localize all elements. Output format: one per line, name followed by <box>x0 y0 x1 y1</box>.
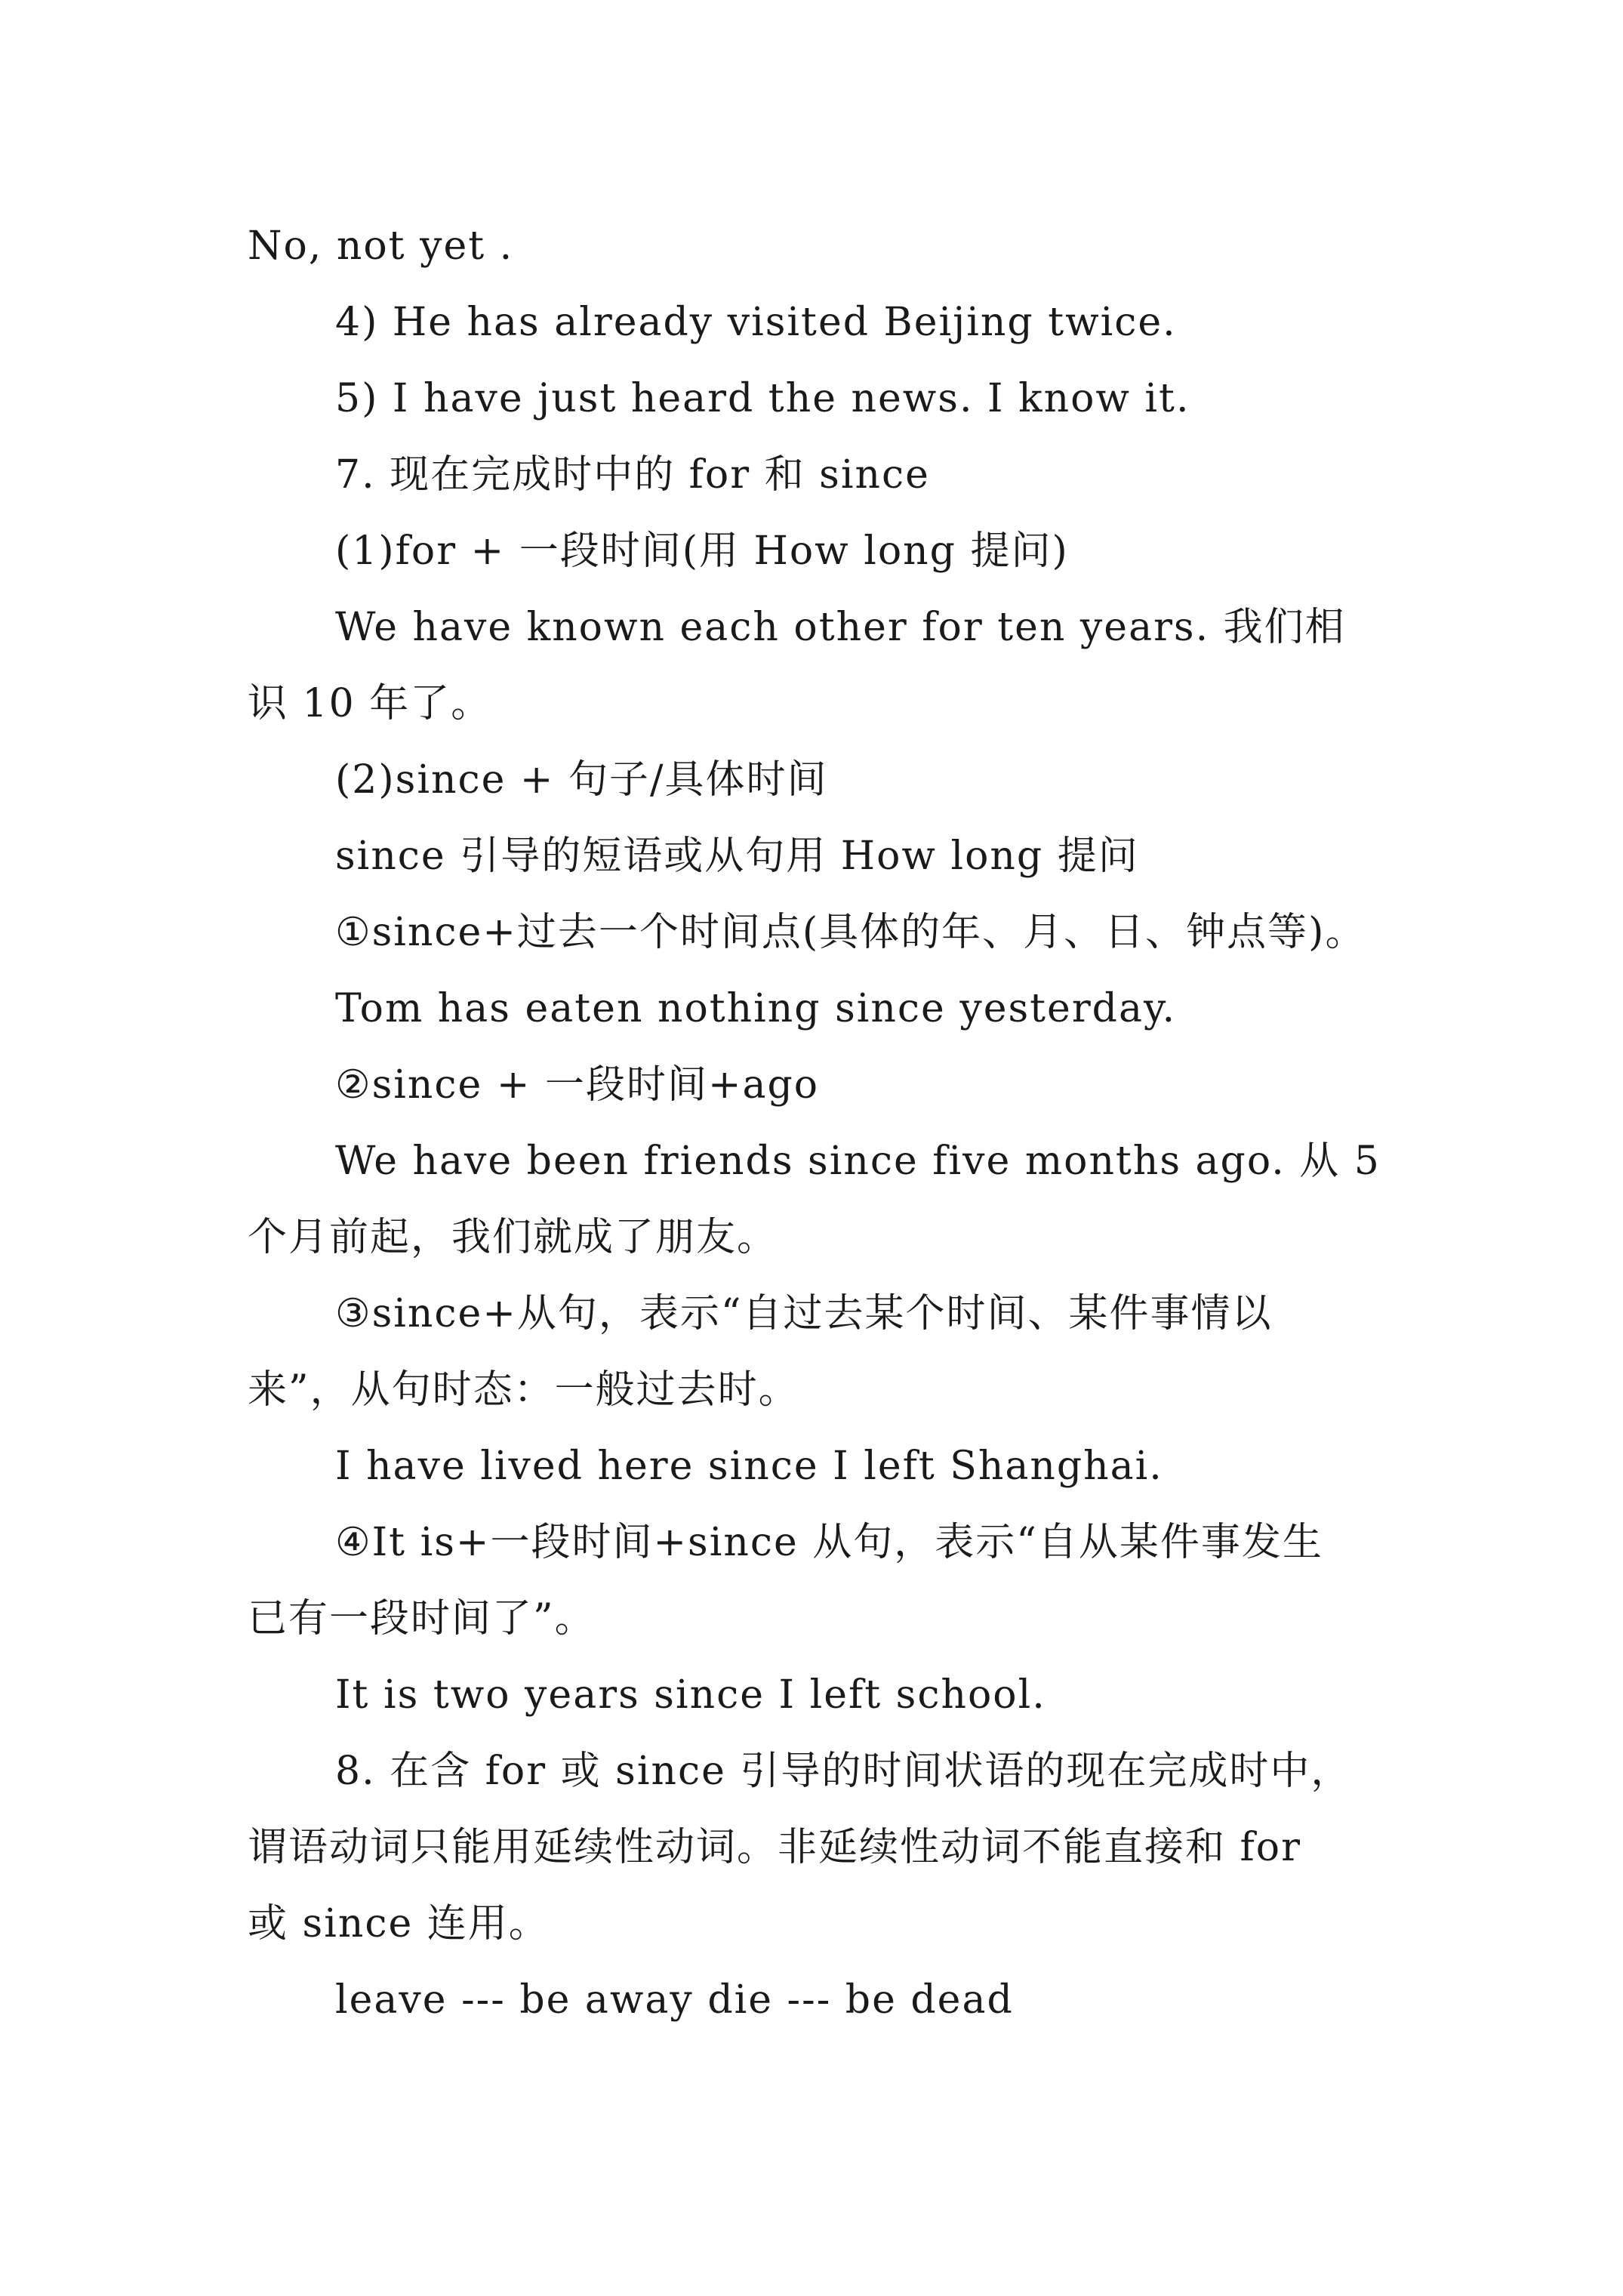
since-usage-4-cont: 已有一段时间了”。 <box>248 1596 596 1641</box>
section-heading-8: 8. 在含 for 或 since 引导的时间状语的现在完成时中， <box>335 1749 1352 1794</box>
section-8-cont-1: 谓语动词只能用延续性动词。非延续性动词不能直接和 for <box>248 1825 1301 1870</box>
example-since-2: We have been friends since five months ago. 从 5 <box>335 1139 1381 1184</box>
verb-conversion-examples: leave --- be away die --- be dead <box>335 1977 1014 2023</box>
since-usage-3-cont: 来”，从句时态：一般过去时。 <box>248 1367 799 1413</box>
example-for: We have known each other for ten years. 我们相 <box>335 605 1346 650</box>
section-8-cont-2: 或 since 连用。 <box>248 1901 550 1946</box>
example-for-cont: 识 10 年了。 <box>248 681 492 726</box>
rule-since-question: since 引导的短语或从句用 How long 提问 <box>335 834 1139 879</box>
since-usage-2: ②since + 一段时间+ago <box>335 1062 820 1108</box>
example-sentence-4: 4) He has already visited Beijing twice. <box>335 300 1177 345</box>
example-since-3: I have lived here since I left Shanghai. <box>335 1444 1163 1489</box>
example-since-2-cont: 个月前起，我们就成了朋友。 <box>248 1215 778 1260</box>
example-sentence-5: 5) I have just heard the news. I know it. <box>335 376 1190 421</box>
section-heading-7: 7. 现在完成时中的 for 和 since <box>335 452 930 498</box>
rule-since: (2)since + 句子/具体时间 <box>335 757 828 803</box>
example-since-4: It is two years since I left school. <box>335 1672 1046 1718</box>
text-line-continuation: No, not yet . <box>248 223 514 269</box>
since-usage-1: ①since+过去一个时间点(具体的年、月、日、钟点等)。 <box>335 910 1366 955</box>
since-usage-4: ④It is+一段时间+since 从句，表示“自从某件事发生 <box>335 1520 1323 1565</box>
rule-for: (1)for + 一段时间(用 How long 提问) <box>335 529 1069 574</box>
since-usage-3: ③since+从句，表示“自过去某个时间、某件事情以 <box>335 1291 1273 1336</box>
example-since-1: Tom has eaten nothing since yesterday. <box>335 986 1176 1031</box>
